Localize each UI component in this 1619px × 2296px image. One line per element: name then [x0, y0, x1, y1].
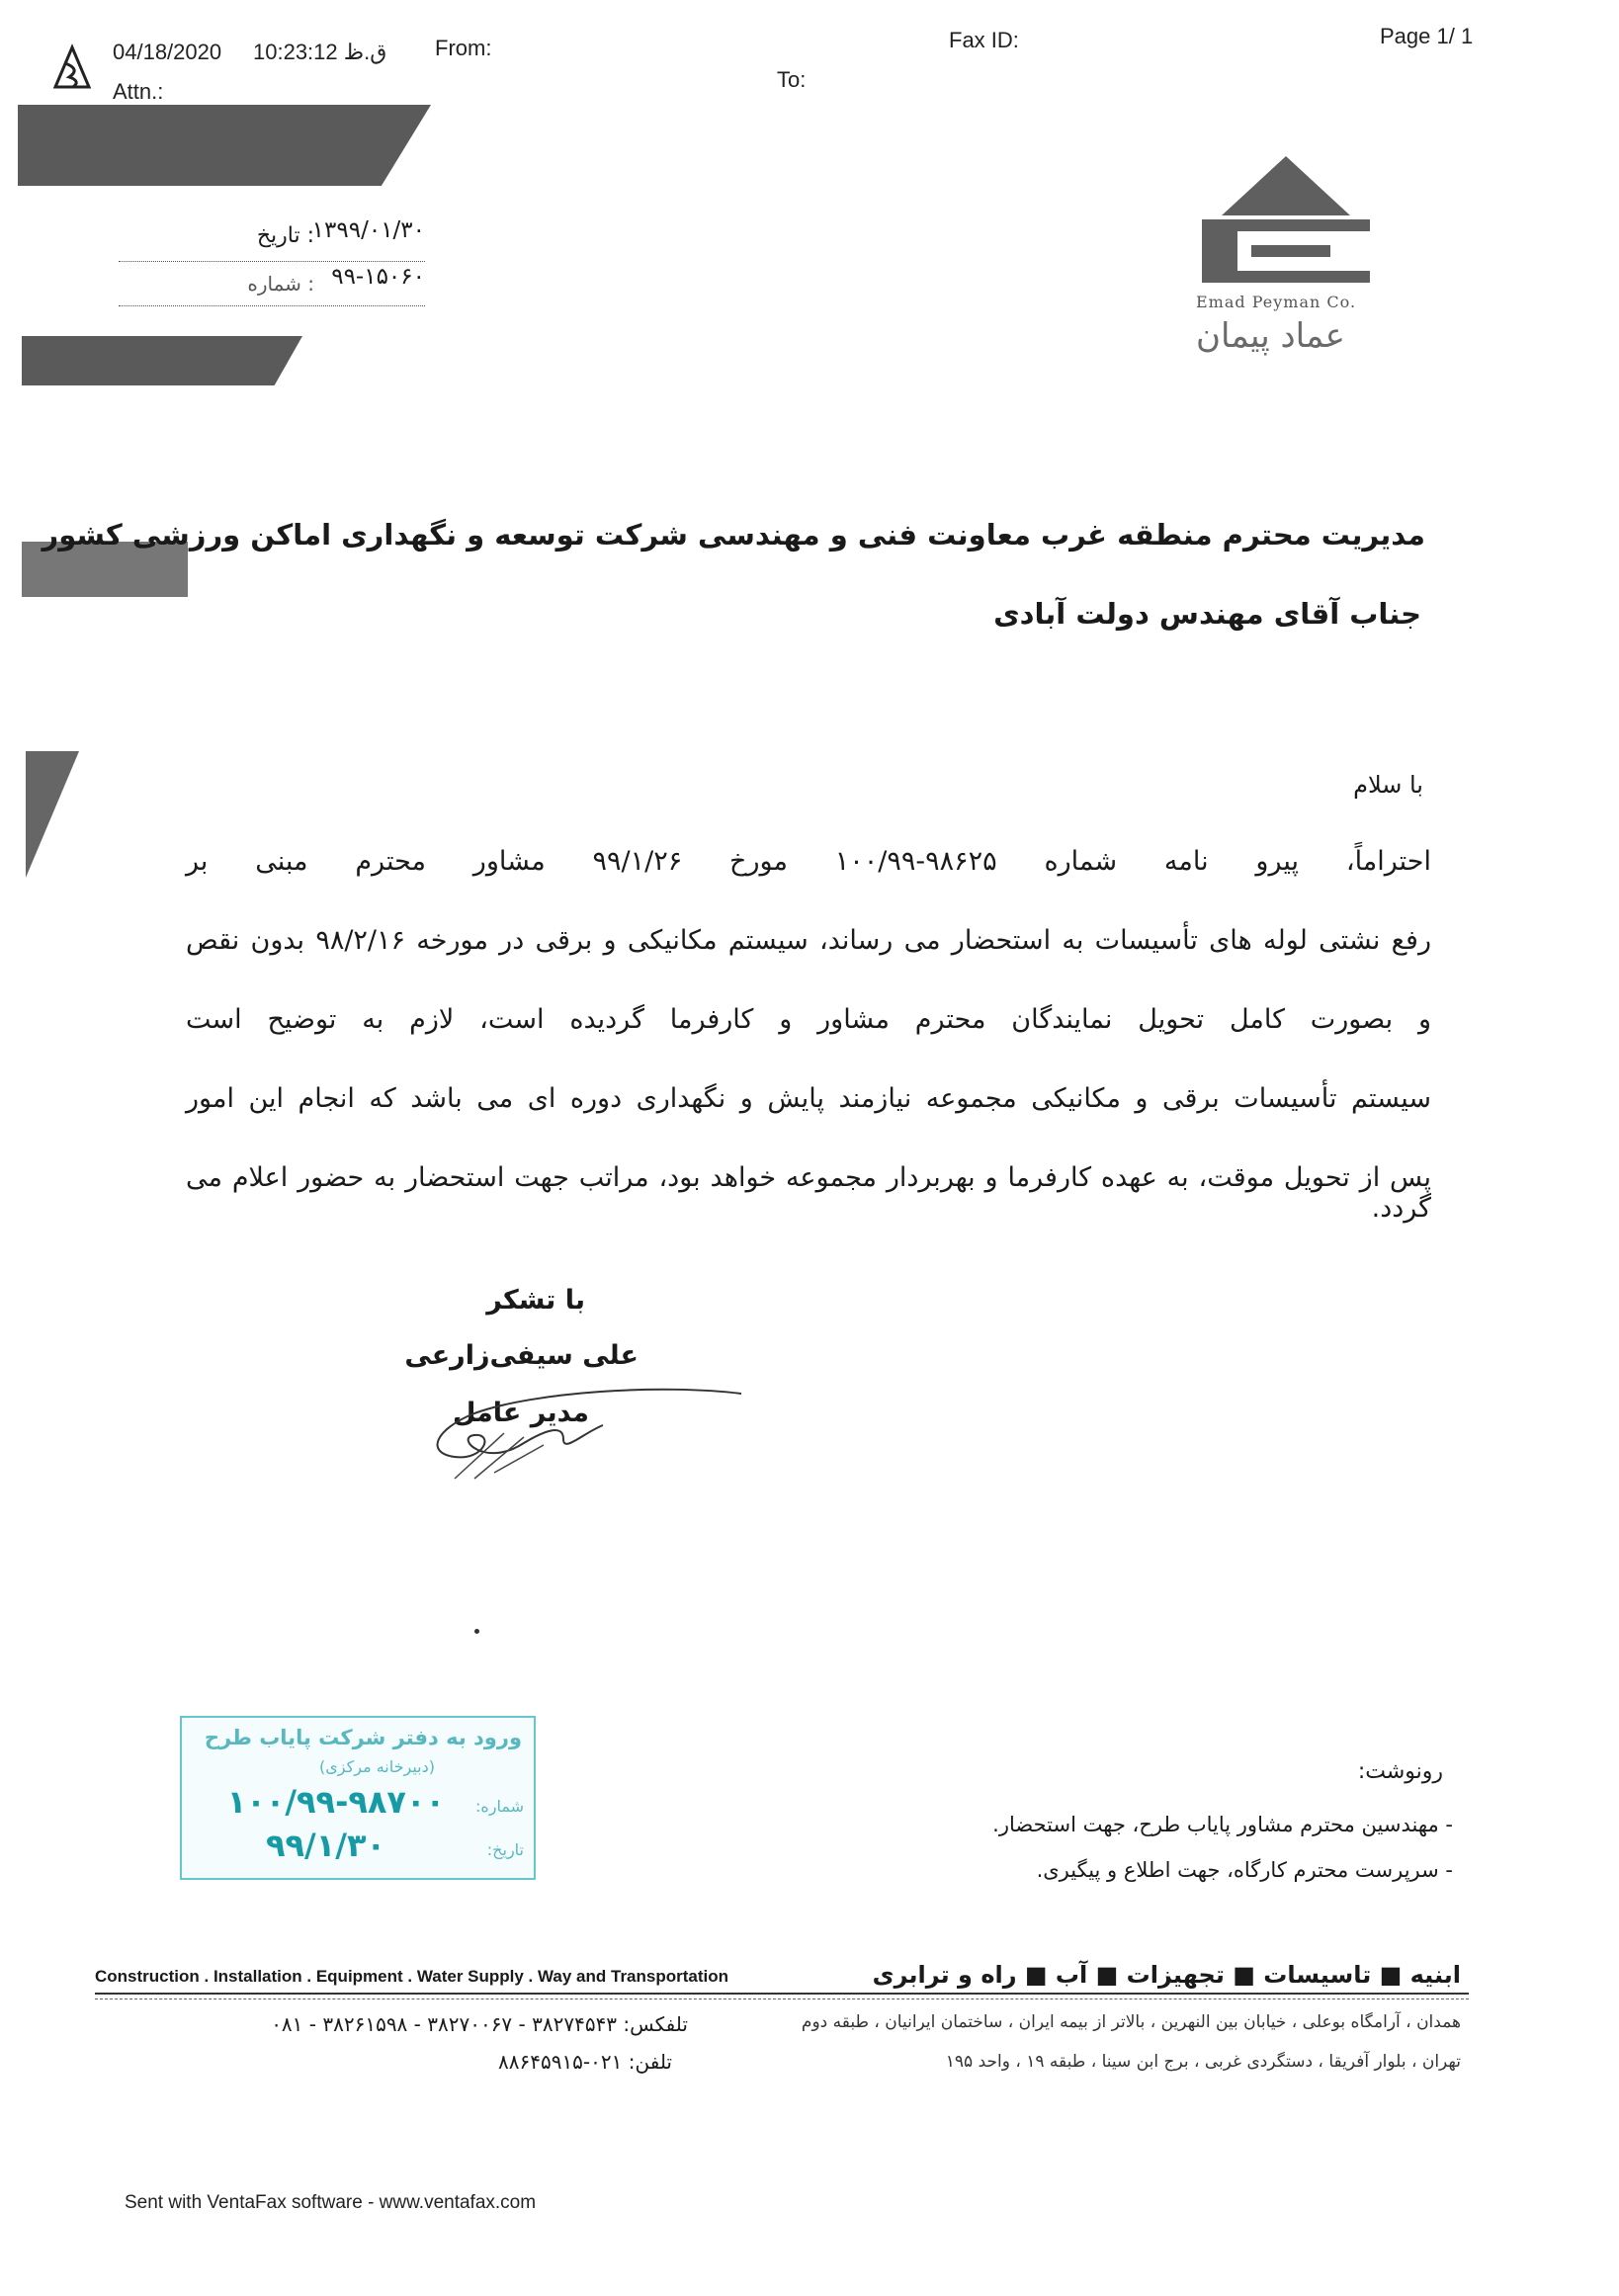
stamp-subtitle: (دبیرخانه مرکزی) — [319, 1757, 435, 1776]
fax-time: 10:23:12 ق.ظ — [253, 40, 387, 64]
emad-peyman-logo-icon — [1192, 156, 1380, 285]
letter-meta — [119, 217, 425, 306]
ink-dot — [474, 1629, 479, 1634]
fax-logo-icon — [51, 43, 93, 93]
body-line-5: پس از تحویل موقت، به عهده کارفرما و بهربردار مجموعه خواهد بود، مراتب جهت استحضار به حضور اعلام می گردد. — [186, 1162, 1431, 1224]
body-line-1: احتراماً، پیرو نامه شماره ۹۸۶۲۵-۱۰۰/۹۹ مورخ ۹۹/۱/۲۶ مشاور محترم مبنی بر — [186, 846, 1431, 877]
cc-label: رونوشت: — [1357, 1759, 1443, 1784]
fax-page-label: Page 1/ 1 — [1380, 24, 1474, 48]
footer-divider-dashed — [95, 1998, 1469, 1999]
fax-date: 04/18/2020 — [113, 40, 222, 64]
footer-services-fa: ابنیه ■ تاسیسات ■ تجهیزات ■ آب ■ راه و ترابری — [872, 1961, 1461, 1989]
recipient-line-1: مدیریت محترم منطقه غرب معاونت فنی و مهندسی شرکت توسعه و نگهداری اماکن ورزشی کشور — [42, 518, 1425, 552]
cc-block — [890, 1759, 1453, 1908]
footer-phone: تلفن: ۰۲۱-۸۸۶۴۵۹۱۵ — [497, 2050, 672, 2074]
footer-address-tehran: تهران ، بلوار آفریقا ، دستگردی غربی ، برج ابن سینا ، طبقه ۱۹ ، واحد ۱۹۵ — [945, 2052, 1461, 2072]
stamp-date-label: تاریخ: — [486, 1840, 524, 1859]
footer-divider — [95, 1993, 1469, 1995]
received-stamp — [180, 1716, 536, 1880]
cc-item-2: - سرپرست محترم کارگاه، جهت اطلاع و پیگیری. — [1036, 1858, 1453, 1882]
signature-closing: با تشکر — [486, 1285, 585, 1316]
stamp-number-label: شماره: — [474, 1797, 524, 1816]
fax-id-label: Fax ID: — [949, 28, 1019, 52]
stamp-date-value: ۹۹/۱/۳۰ — [265, 1827, 385, 1864]
signature-block — [404, 1285, 751, 1483]
footer-fax-numbers: تلفکس: ۳۸۲۷۴۵۴۳ - ۳۸۲۷۰۰۶۷ - ۳۸۲۶۱۵۹۸ - ۰۸۱ — [271, 2012, 688, 2036]
body-line-3: و بصورت کامل تحویل نمایندگان محترم مشاور و کارفرما گردیده است، لازم به توضیح است — [186, 1004, 1431, 1035]
footer-address-hamedan: همدان ، آرامگاه بوعلی ، خیابان بین النهرین ، بالاتر از بیمه ایران ، ساختمان ایرانیان ، طبقه دوم — [801, 2012, 1461, 2032]
stamp-number-value: ۱۰۰/۹۹-۹۸۷۰۰ — [226, 1783, 445, 1821]
fax-from-label: From: — [435, 36, 492, 60]
redacted-block-body — [26, 751, 79, 878]
company-logo — [1192, 156, 1409, 364]
signature-title: مدیر عامل — [452, 1398, 589, 1428]
letter-number-value: ۹۹-۱۵۰۶۰ — [331, 264, 425, 290]
body-line-4: سیستم تأسیسات برقی و مکانیکی مجموعه نیازمند پایش و نگهداری دوره ای می باشد که انجام این امور — [186, 1083, 1431, 1114]
company-name-en: Emad Peyman Co. — [1196, 293, 1357, 311]
redacted-block-top — [18, 105, 431, 186]
sent-with-note: Sent with VentaFax software - www.ventafax.com — [125, 2192, 537, 2213]
handwritten-signature-icon — [415, 1374, 751, 1483]
footer-services-en: Construction . Installation . Equipment . Water Supply . Way and Transportation — [95, 1967, 729, 1986]
letter-date-value: ۱۳۹۹/۰۱/۳۰ — [311, 217, 425, 243]
cc-item-1: - مهندسین محترم مشاور پایاب طرح، جهت استحضار. — [992, 1813, 1453, 1836]
company-name-fa: عماد پیمان — [1196, 316, 1345, 356]
redacted-block-meta — [22, 336, 302, 385]
fax-to-label: To: — [777, 67, 807, 92]
fax-header — [0, 0, 1619, 109]
fax-attn-label: Attn.: — [113, 79, 164, 104]
recipient-line-2: جناب آقای مهندس دولت آبادی — [993, 597, 1421, 631]
stamp-title: ورود به دفتر شرکت پایاب طرح — [204, 1726, 522, 1749]
body-line-2: رفع نشتی لوله های تأسیسات به استحضار می رساند، سیستم مکانیکی و برقی در مورخه ۹۸/۲/۱۶ بدون نقص — [186, 925, 1431, 956]
signature-name: علی سیفی‌زارعی — [404, 1340, 639, 1371]
letter-number-label: : شماره — [247, 272, 314, 296]
greeting: با سلام — [1353, 771, 1423, 799]
letter-date-label: : تاریخ — [256, 223, 314, 248]
